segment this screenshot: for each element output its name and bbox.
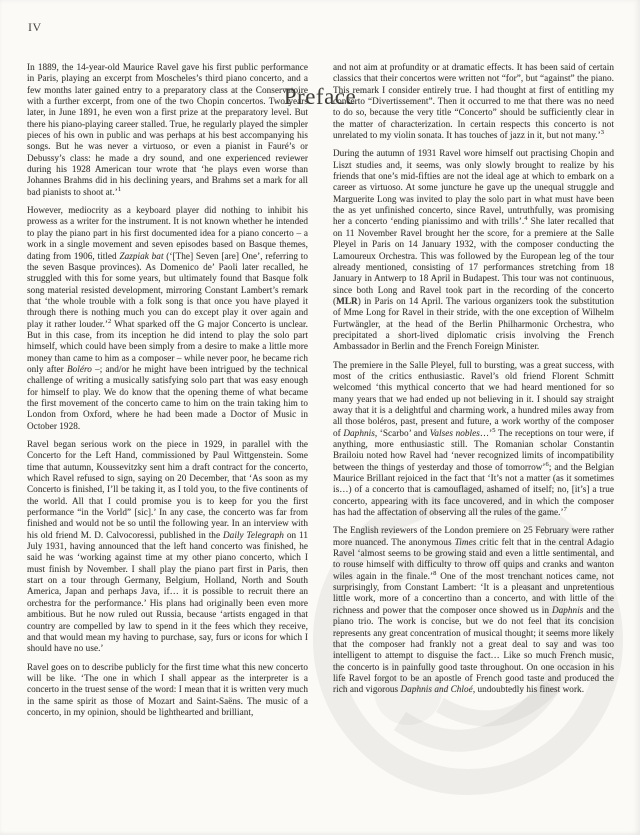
page-number: IV [28,20,42,34]
paragraph: In 1889, the 14-year-old Maurice Ravel gave his first public performance in Paris, playing an excerpt from Moscheles’s third piano concerto, and a few months later gained entry to a preparatory class at the Conservatoire with a further excerpt, from one of the two Chopin concertos. Two years later, in June 1891, he even won a first prize at the preparatory level. But there his piano-playing career stalled. True, he regularly played the simpler pieces of his own in public and was perhaps at his best accompanying his songs. But he was never a virtuoso, or even a pianist in Fauré’s or Debussy’s class: he made a dry sound, and one experienced reviewer during his 1928 American tour wrote that ‘he plays even worse than Johannes Brahms did in his declining years, and Brahms set a mark for all bad pianists to shoot at.’$^1$ [27,62,308,197]
text-columns [27,62,614,822]
paragraph: Ravel began serious work on the piece in 1929, in parallel with the Concerto for the Left Hand, commissioned by Paul Wittgenstein. Some time that autumn, Koussevitzky sent him a draft contract for the concerto, which Ravel refused to sign, saying on 20 December, that ‘As soon as my Concerto is finished, I’ll be taking it, as I told you, to the five continents of the world. All that I could promise you is to keep for you the first performance “in the Vorld” [sic].’ In any case, the concerto was far from finished and would not be so until the following year. In an interview with his old friend M. D. Calvocoressi, published in the Daily Telegraph on 11 July 1931, having announced that the left hand concerto was finished, he said he was ‘working against time at my other piano concerto, which I must finish by November. I shall play the piano part first in Paris, then start on a tour through Germany, Belgium, Holland, North and South America, Japan and perhaps Java, if… it is possible to recruit there an orchestra for the performance.’ His plans had originally been even more ambitious. But he now ruled out Russia, because ‘artists engaged in that country are compelled by law to spend in it the fees which they receive, and that would mean my having to purchase, say, furs or icons for which I should have no use.’ [27,439,308,654]
right-column [333,62,614,822]
paragraph: During the autumn of 1931 Ravel wore himself out practising Chopin and Liszt studies and, it seems, was only slowly brought to realize by his friends that one’s mid-fifties are not the ideal age at which to embark on a career as virtuoso. At some juncture he gave up the unequal struggle and Marguerite Long was invited to play the solo part in what must have been the as yet unfinished concerto, since Ravel, untruthfully, was promising her a concerto ‘ending pianissimo and with trills’.$^4$ She later recalled that on 11 November Ravel brought her the score, for a premiere at the Salle Pleyel in Paris on 14 January 1932, with the composer conducting the Lamoureux Orchestra. This was followed by the European leg of the tour already mentioned, consisting of 17 performances stretching from 18 January in Antwerp to 18 April in Budapest. This tour was not continuous, since both Long and Ravel took part in the recording of the concerto (MLR) in Paris on 14 April. The various organizers took the substitution of Mme Long for Ravel in their stride, with the one exception of Wilhelm Furtwängler, at the head of the Berlin Philharmonic Orchestra, who precipitated a short-lived diplomatic crisis involving the French Ambassador in Berlin and the French Foreign Minister. [333,148,614,352]
paragraph: Ravel goes on to describe publicly for the first time what this new concerto will be like. ‘The one in which I shall appear as the interpreter is a concerto in the truest sense of the word: I mean that it is written very much in the same spirit as those of Mozart and Saint-Saëns. The music of a concerto, in my opinion, should be lighthearted and brilliant, [27,661,308,717]
paragraph: However, mediocrity as a keyboard player did nothing to inhibit his prowess as a writer for the instrument. It is not known whether he intended to play the piano part in his first documented idea for a piano concerto – a work in a single movement and seven episodes based on Basque themes, dating from 1906, titled Zazpiak bat (‘[The] Seven [are] One’, referring to the seven Basque provinces). As Domenico de’ Paoli later recalled, he struggled with this for some years, but ultimately found that Basque folk song material resisted development, mirroring Constant Lambert’s remark that ‘the whole trouble with a folk song is that once you have played it through there is nothing much you can do except play it over again and play it rather louder.’$^2$ What sparked off the G major Concerto is unclear. But in this case, from its inception he did intend to play the solo part himself, which could have been simply from a desire to make a little more money than came to him as a composer – while never poor, he became rich only after Boléro –; and/or he might have been intrigued by the technical challenge of writing a musically satisfying solo part that was easy enough for himself to play. We do know that the opening theme of what became the first movement of the concerto came to him on the train taking him to London from Oxford, where he had been made a Doctor of Music in October 1928. [27,205,308,431]
page-title: Preface [283,84,357,109]
left-column [27,62,308,822]
paragraph: The English reviewers of the London premiere on 25 February were rather more nuanced. The anonymous Times critic felt that in the central Adagio Ravel ‘almost seems to be growing staid and even a little sentimental, and to rouse himself with difficulty to throw off quips and cranks and wanton wiles again in the finale.’$^8$ One of the most trenchant notices came, not surprisingly, from Constant Lambert: ‘It is a pleasant and unpretentious little work, more of a concertino than a concerto, and with little of the richness and power that the composer once showed us in Daphnis and the piano trio. The work is concise, but we do not feel that its concision represents any great concentration of musical thought; it seems more likely that the composer had frankly not a great deal to say and was too intelligent to attempt to disguise the fact… Like so much French music, the concerto is in painfully good taste throughout. On one occasion in his life Ravel forgot to be an apostle of French good taste and produced the rich and vigorous Daphnis and Chloé, undoubtedly his finest work. [333,525,614,695]
paragraph: and not aim at profundity or at dramatic effects. It has been said of certain classics that their concertos were written not “for”, but “against” the piano. This remark I consider entirely true. I had thought at first of entitling my concerto “Divertissement”. Then it occurred to me that there was no need to do so, because the very title “Concerto” should be sufficiently clear in the matter of characterization. In certain respects this concerto is not unrelated to my violin sonata. It has touches of jazz in it, but not many.’$^3$ [333,62,614,141]
paragraph: The premiere in the Salle Pleyel, full to bursting, was a great success, with most of the critics enthusiastic. Ravel’s old friend Florent Schmitt welcomed ‘this mythical concerto that we had heard mentioned for so many years that we had ended up not believing in it. I should say straight away that it is a delightful and charming work, a hundred miles away from all those boléros, past, present and future, a work worthy of the composer of Daphnis, ‘Scarbo’ and Valses nobles…’$^5$ The receptions on tour were, if anything, more enthusiastic still. The Romanian scholar Constantin Brailoiu noted how Ravel had ‘never recognized limits of incompatibility between the things of yesterday and those of tomorrow’$^6$; and the Belgian Maurice Brillant rejoiced in the fact that ‘It’s not a matter (as it sometimes is…) of a concerto that is camouflaged, ashamed of itself; no, [it’s] a true concerto, appearing with its face uncovered, and in which the composer has had the affectation of observing all the rules of the game.’$^7$ [333,359,614,518]
